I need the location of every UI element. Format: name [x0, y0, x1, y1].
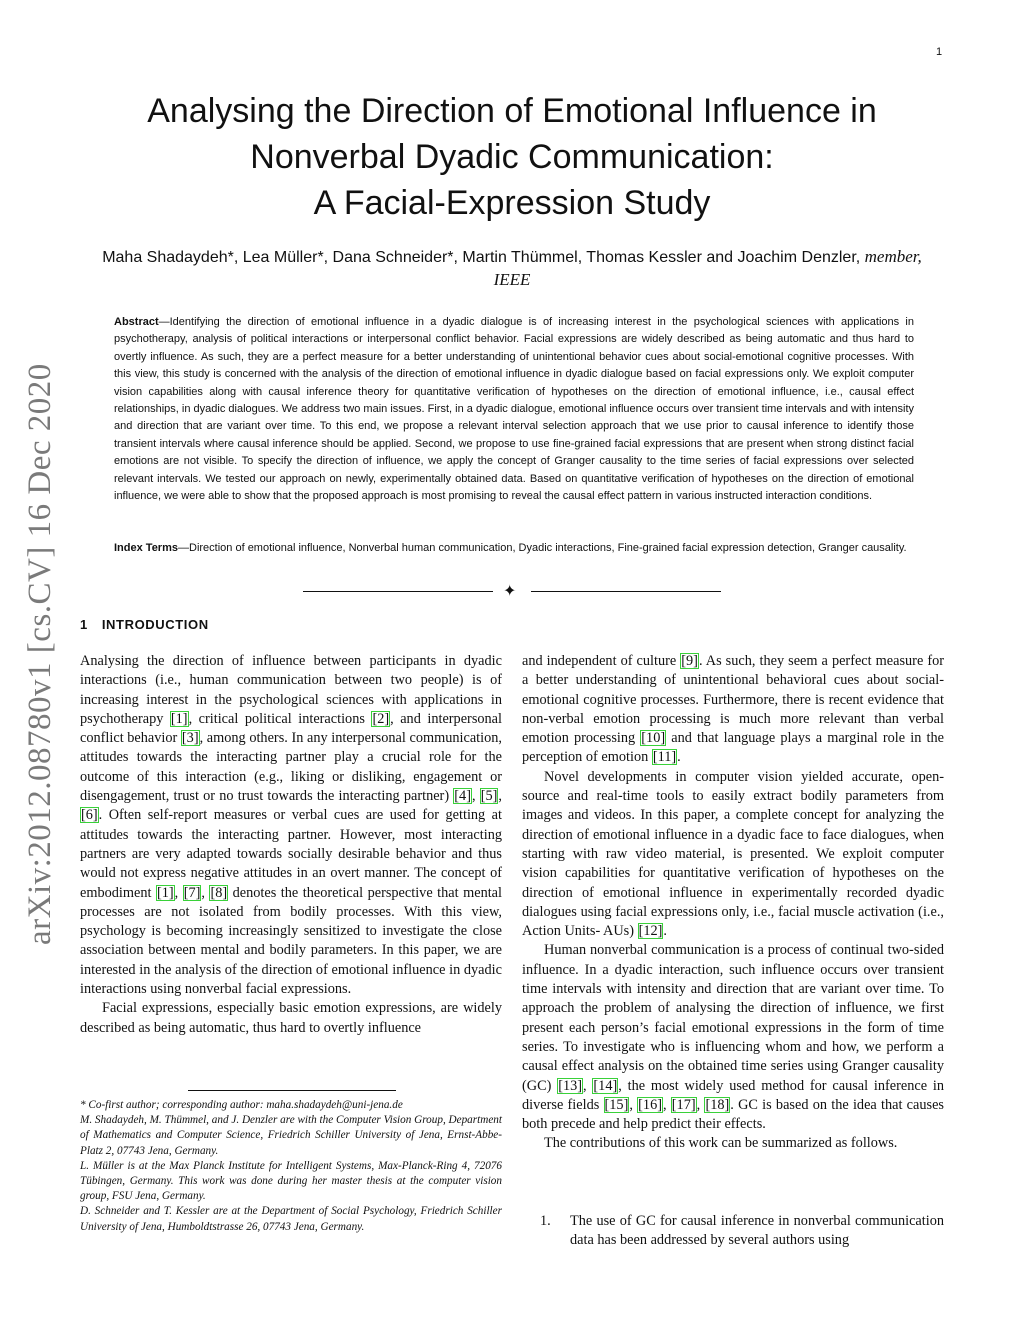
footnote: * Co-first author; corresponding author: maha.shadaydeh@uni-jena.de — [80, 1099, 403, 1111]
text-run: . GC is based on the idea that causes both precede and help predict their effects. — [522, 1096, 944, 1133]
text-run: , — [471, 788, 480, 805]
ieee-label: IEEE — [493, 270, 531, 289]
index-terms — [114, 540, 914, 557]
index-terms-label: Index Terms — [114, 542, 178, 554]
text-run: . As such, they seem a perfect measure for a better understanding of unintentional behavioral cues about social-emotional cognitive processes. Furthermore, there is recent evidence that non-verbal emotion processing is much more relevant than verbal emotion processing — [522, 653, 944, 747]
title-line-3: A Facial-Expression Study — [313, 184, 711, 222]
citation-link[interactable]: [3] — [181, 730, 199, 747]
footnotes — [80, 1098, 502, 1235]
text-run: , among others. In any interpersonal communication, attitudes towards the interacting partner play a crucial role for the outcome of this interaction (e.g., liking or disliking, engagement or disengagement, trust or no trust towards the interacting partner) — [80, 730, 502, 805]
text-run: , — [629, 1096, 638, 1113]
citation-link[interactable]: [18] — [705, 1096, 730, 1113]
text-run: . Often self-report measures or verbal cues are used for getting at attitudes towards the interacting partner. However, most interacting partners are very adapted towards socially desirable behavior and thus would not express negative attitudes in an overt manner. The concept of embodiment — [80, 807, 502, 901]
index-terms-text: —Direction of emotional influence, Nonverbal human communication, Dyadic interactions, Fine-grained facial expression detection, Granger causality. — [178, 542, 907, 554]
citation-link[interactable]: [16] — [638, 1096, 662, 1113]
citation-link[interactable]: [1] — [170, 710, 188, 727]
section-heading — [80, 617, 209, 632]
citation-link[interactable]: [1] — [156, 884, 174, 901]
text-run: denotes the theoretical perspective that mental processes are not isolated from bodily processes. With this view, psychology is becoming increasingly sensitized to investigate the close association between mental and bodily parameters. In this paper, we are interested in the analysis of the direction of emotional influence in dyadic interactions using nonverbal facial expressions. — [80, 884, 503, 998]
abstract — [114, 314, 914, 505]
text-run: Novel developments in computer vision yielded accurate, open-source and real-time tools to easily extract bodily parameters from images and videos. In this paper, a complete concept for analyzing the direction of emotional influence in a dyadic face to face dialogues, when starting with raw video material, is presented. We exploit computer vision capabilities for quantitative verification of hypotheses on the direction of emotional influence in experimentally recorded dyadic dialogues using facial expressions only, i.e., facial muscle activation (i.e., Action Units- AUs) — [522, 768, 944, 940]
abstract-label: Abstract — [114, 316, 159, 328]
citation-link[interactable]: [14] — [593, 1077, 618, 1094]
right-column — [522, 652, 944, 1154]
citation-link[interactable]: [11] — [652, 749, 677, 766]
text-run: , and interpersonal conflict behavior — [80, 710, 502, 747]
text-run: , — [201, 884, 210, 901]
title-line-2: Nonverbal Dyadic Communication: — [250, 138, 774, 176]
arxiv-identifier: arXiv:2012.08780v1 [cs.CV] 16 Dec 2020 — [22, 363, 58, 945]
abstract-text: —Identifying the direction of emotional influence in a dyadic dialogue is of increasing interest in the psychological sciences with applications in psychotherapy, analysis of political interactions or interpersonal conflict behavior. Facial expressions are widely described as being automatic and thus hard to overtly influence. As such, they are a perfect measure for a better understanding of unintentional behavior cues about social-emotional cognitive processes. With this view, this study is concerned with the analysis of the direction of emotional influence in dyadic dialogue based on facial expressions only. We exploit computer vision capabilities along with causal inference theory for quantitative verification of hypotheses on the direction of emotional influence, i.e., causal effect relationships, in dyadic dialogues. We address two main issues. First, in a dyadic dialogue, emotional influence occurs over transient time intervals and with intensity and direction that are variant over time. To this end, we propose a relevant interval selection approach that we use prior to causal inference to identify those transient intervals where causal inference should be applied. Second, we propose to use fine-grained facial expressions that are present when strong distinct facial emotions are not visible. To specify the direction of influence, we apply the concept of Granger causality to the time series of facial expressions over selected relevant intervals. We tested our approach on newly, experimentally obtained data. Based on quantitative verification of hypotheses on the direction of emotional influence, we were able to show that the proposed approach is most promising to reveal the causal effect pattern in various instructed interaction conditions. — [114, 316, 914, 503]
citation-link[interactable]: [4] — [454, 788, 471, 805]
footnote-rule — [188, 1090, 396, 1091]
title-line-1: Analysing the Direction of Emotional Influence in — [147, 92, 877, 130]
footnote: M. Shadaydeh, M. Thümmel, and J. Denzler are with the Computer Vision Group, Department of Mathematics and Computer Science, Friedrich Schiller University of Jena, Ernst-Abbe-Platz 2, 07743 Jena, Germany. — [80, 1114, 502, 1157]
text-run: and independent of culture — [522, 653, 681, 669]
intro-paragraph-1 — [80, 652, 502, 999]
text-run: , — [174, 884, 183, 901]
text-run: . — [663, 923, 667, 940]
text-run: , the most widely used method for causal inference in diverse fields — [522, 1077, 944, 1113]
separator-rule-right — [531, 591, 721, 592]
citation-link[interactable]: [12] — [638, 923, 663, 940]
contribution-list — [522, 1212, 944, 1251]
intro-paragraph-6: The contributions of this work can be summarized as follows. — [544, 1135, 898, 1152]
section-number: 1 — [80, 617, 88, 632]
citation-link[interactable]: [8] — [210, 884, 228, 901]
left-column — [80, 652, 502, 1038]
text-run: . — [677, 749, 681, 766]
text-run: Human nonverbal communication is a process of continual two-sided influence. In a dyadic interaction, such influence occurs over transient time intervals with intensity and direction that are variant over time. To approach the problem of analysing the direction of influence, we first present each person’s facial emotional expressions in the form of time series. To investigate who is influencing whom and how, we perform a causal effect analysis on the obtained time series using Granger causality (GC) — [522, 942, 944, 1094]
list-item-number: 1. — [540, 1213, 551, 1229]
intro-paragraph-5 — [522, 941, 944, 1134]
text-run: , — [696, 1096, 705, 1113]
citation-link[interactable]: [13] — [558, 1077, 583, 1094]
intro-paragraph-3 — [522, 652, 944, 768]
section-title: INTRODUCTION — [101, 617, 209, 632]
text-run: , — [662, 1096, 671, 1113]
text-run: , critical political interactions — [188, 710, 372, 727]
citation-link[interactable]: [15] — [604, 1096, 629, 1113]
list-item-text: The use of GC for causal inference in nonverbal communication data has been addressed by several authors using — [570, 1213, 944, 1249]
text-run: , — [498, 788, 502, 805]
citation-link[interactable]: [6] — [81, 807, 98, 824]
citation-link[interactable]: [7] — [183, 884, 201, 901]
footnote: L. Müller is at the Max Planck Institute for Intelligent Systems, Max-Planck-Ring 4, 72076 Tübingen, Germany. This work was done during her master thesis at the computer vision group, FSU Jena, Germany. — [80, 1159, 502, 1203]
separator-diamond-icon: ✦ — [503, 581, 517, 600]
text-run: and that language plays a marginal role in the perception of emotion — [522, 730, 944, 766]
member-label: member, — [864, 247, 922, 266]
intro-paragraph-4 — [522, 768, 944, 942]
footnote: D. Schneider and T. Kessler are at the Department of Social Psychology, Friedrich Schiller University of Jena, Humboldtstrasse 26, 07743 Jena, Germany. — [80, 1205, 502, 1233]
intro-paragraph-2: Facial expressions, especially basic emotion expressions, are widely described as being automatic, thus hard to overtly influence — [80, 1000, 502, 1036]
author-names: Maha Shadaydeh*, Lea Müller*, Dana Schneider*, Martin Thümmel, Thomas Kessler and Joachim Denzler, — [102, 249, 861, 266]
citation-link[interactable]: [5] — [480, 788, 498, 805]
citation-link[interactable]: [10] — [641, 730, 666, 747]
separator-rule-left — [303, 591, 493, 592]
page-number: 1 — [936, 46, 943, 58]
text-run: , — [583, 1077, 593, 1094]
citation-link[interactable]: [2] — [372, 710, 390, 727]
citation-link[interactable]: [17] — [671, 1096, 696, 1113]
paper-title — [60, 88, 964, 226]
author-list — [60, 246, 964, 292]
citation-link[interactable]: [9] — [681, 653, 698, 669]
text-run: Analysing the direction of influence between participants in dyadic interactions (i.e., human communication between two people) is of increasing interest in the psychological sciences with applications in psychotherapy — [80, 653, 502, 727]
